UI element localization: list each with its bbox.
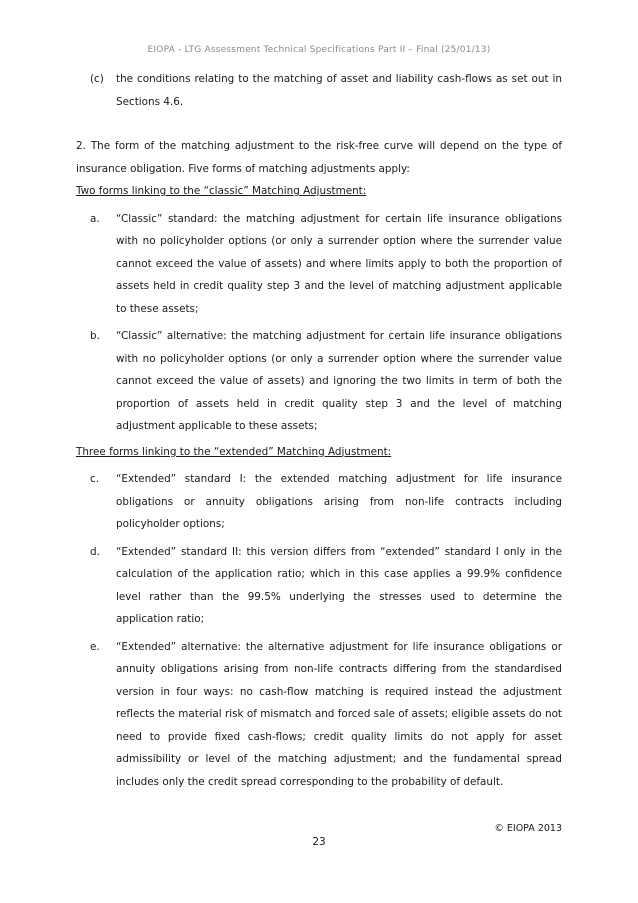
list-item-text: “Classic” standard: the matching adjustment for certain life insurance obligations with no policyholder options (or only a surrender option where the surrender value cannot exceed the value of assets) and where limits apply to both the proportion of assets held in credit quality step 3 and the level of matching adjustment applicable to these assets; [116, 212, 562, 315]
document-body [76, 68, 562, 793]
list-item-text: “Extended” standard II: this version differs from “extended” standard I only in the calculation of the application ratio; which in this case applies a 99.9% confidence level rather than the 99.5% underlying the stresses used to determine the application ratio; [116, 545, 562, 625]
list-marker: d. [90, 545, 100, 558]
paragraph-2: 2. The form of the matching adjustment to the risk-free curve will depend on the type of insurance obligation. Five forms of matching adjustments apply: [76, 140, 562, 175]
list-item-a [90, 208, 562, 321]
list-item-text: “Extended” alternative: the alternative adjustment for life insurance obligations or annuity obligations arising from non-life contracts differing from the standardised version in four ways: no cash-flow matching is required instead the adjustment reflects the material risk of mismatch and forced sale of assets; eligible assets do not need to provide fixed cash-flows; credit quality limits do not apply for asset admissibility or level of the matching adjustment; and the fundamental spread includes only the credit spread corresponding to the probability of default. [116, 640, 562, 788]
list-marker: b. [90, 330, 100, 342]
list-item-text: “Extended” standard I: the extended matching adjustment for life insurance obligations or annuity obligations arising from non-life contracts including policyholder options; [116, 473, 562, 530]
list-item-c-conditions [90, 68, 562, 113]
list-marker: c. [90, 473, 100, 485]
list-item-d [90, 541, 562, 631]
list-item-text: “Classic” alternative: the matching adjustment for certain life insurance obligations with no policyholder options (or only a surrender option where the surrender value cannot exceed the value of assets) and ignoring the two limits in term of both the proportion of assets held in credit quality step 3 and the level of matching adjustment applicable to these assets; [116, 330, 562, 432]
list-item-text: the conditions relating to the matching of asset and liability cash-flows as set out in Sections 4.6. [116, 73, 562, 108]
list-marker: e. [90, 640, 100, 653]
copyright-notice: © EIOPA 2013 [494, 823, 562, 834]
page-number: 23 [312, 836, 326, 848]
running-header: EIOPA - LTG Assessment Technical Specifications Part II – Final (25/01/13) [147, 45, 491, 55]
list-item-b [90, 325, 562, 438]
list-marker: a. [90, 212, 100, 225]
heading-extended-forms: Three forms linking to the “extended” Matching Adjustment: [76, 445, 392, 458]
list-marker: (c) [90, 73, 104, 85]
heading-classic-forms: Two forms linking to the “classic” Matching Adjustment: [76, 185, 367, 197]
list-item-e [90, 636, 562, 794]
list-item-c [90, 468, 562, 536]
